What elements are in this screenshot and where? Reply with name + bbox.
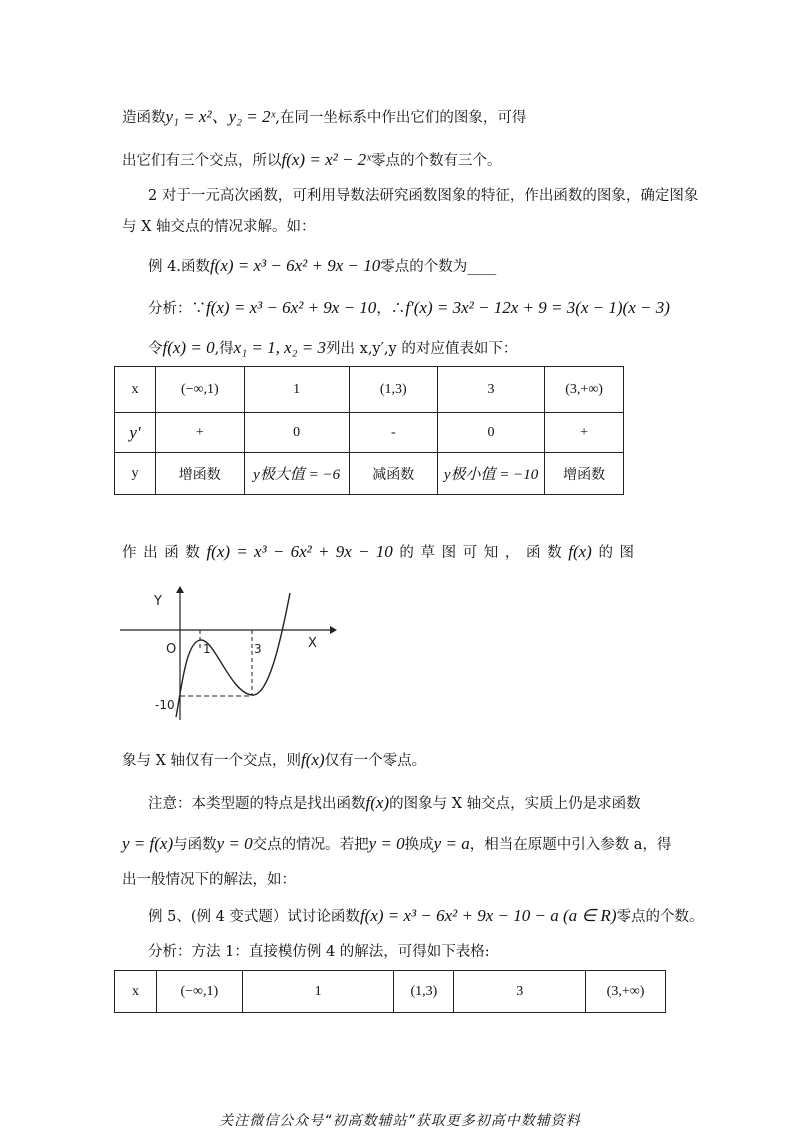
table-row: y′ + 0 - 0 + — [115, 413, 624, 453]
conclusion-line: 象与 X 轴仅有一个交点，则f(x)仅有一个零点。 — [122, 750, 427, 769]
note-line-2: y = f(x)与函数y = 0交点的情况。若把y = 0换成y = a，相当在原题中引入参数 a，得 — [122, 834, 672, 853]
x-axis-arrow — [330, 626, 337, 634]
para-3: 2 对于一元高次函数，可利用导数法研究函数图象的特征，作出函数的图象，确定图象 — [148, 188, 699, 204]
tick-label-1: 1 — [203, 642, 211, 656]
example-5-table — [114, 970, 666, 1013]
function-sketch — [118, 585, 348, 725]
method-1-line: 分析：方法 1：直接模仿例 4 的解法，可得如下表格: — [148, 944, 490, 960]
tick-label-3: 3 — [254, 642, 262, 656]
note-line-1: 注意：本类型题的特点是找出函数f(x)的图象与 X 轴交点，实质上仍是求函数 — [148, 793, 641, 812]
tick-label-neg10: -10 — [155, 698, 175, 712]
table-row: x (−∞,1) 1 (1,3) 3 (3,+∞) — [115, 367, 624, 413]
x-axis-label: X — [308, 636, 317, 651]
para-1: 造函数y₁ = x²、y₂ = 2ˣ,在同一坐标系中作出它们的图象，可得 — [122, 107, 527, 126]
analysis-line: 分析：∵f(x) = x³ − 6x² + 9x − 10，∴f′(x) = 3x² − 12x + 9 = 3(x − 1)(x − 3) — [148, 298, 670, 317]
origin-label: O — [166, 642, 177, 657]
note-line-3: 出一般情况下的解法，如： — [122, 872, 296, 888]
critical-points-line: 令f(x) = 0,得x₁ = 1, x₂ = 3列出 x,y′,y 的对应值表如下： — [148, 338, 518, 357]
para-2: 出它们有三个交点，所以f(x) = x² − 2ˣ零点的个数有三个。 — [122, 150, 502, 169]
sketch-intro-line: 作 出 函 数 f(x) = x³ − 6x² + 9x − 10 的 草 图 可 知 ， 函 数 f(x) 的 图 — [122, 542, 635, 561]
derivative-sign-table — [114, 366, 624, 495]
table-row: x (−∞,1) 1 (1,3) 3 (3,+∞) — [115, 971, 666, 1013]
example-4-heading: 例 4.函数f(x) = x³ − 6x² + 9x − 10零点的个数为____ — [148, 256, 497, 275]
table-row: y 增函数 y极大值 = −6 减函数 y极小值 = −10 增函数 — [115, 453, 624, 495]
y-axis-arrow — [176, 586, 184, 593]
footer-note: 关注微信公众号“初高数辅站”获取更多初高中数辅资料 — [219, 1113, 581, 1129]
example-5-heading: 例 5、(例 4 变式题）试讨论函数f(x) = x³ − 6x² + 9x − 10 − a (a ∈ R)零点的个数。 — [148, 906, 704, 925]
cubic-curve — [176, 593, 290, 717]
para-4: 与 X 轴交点的情况求解。如： — [122, 219, 316, 235]
y-axis-label: Y — [154, 594, 162, 609]
